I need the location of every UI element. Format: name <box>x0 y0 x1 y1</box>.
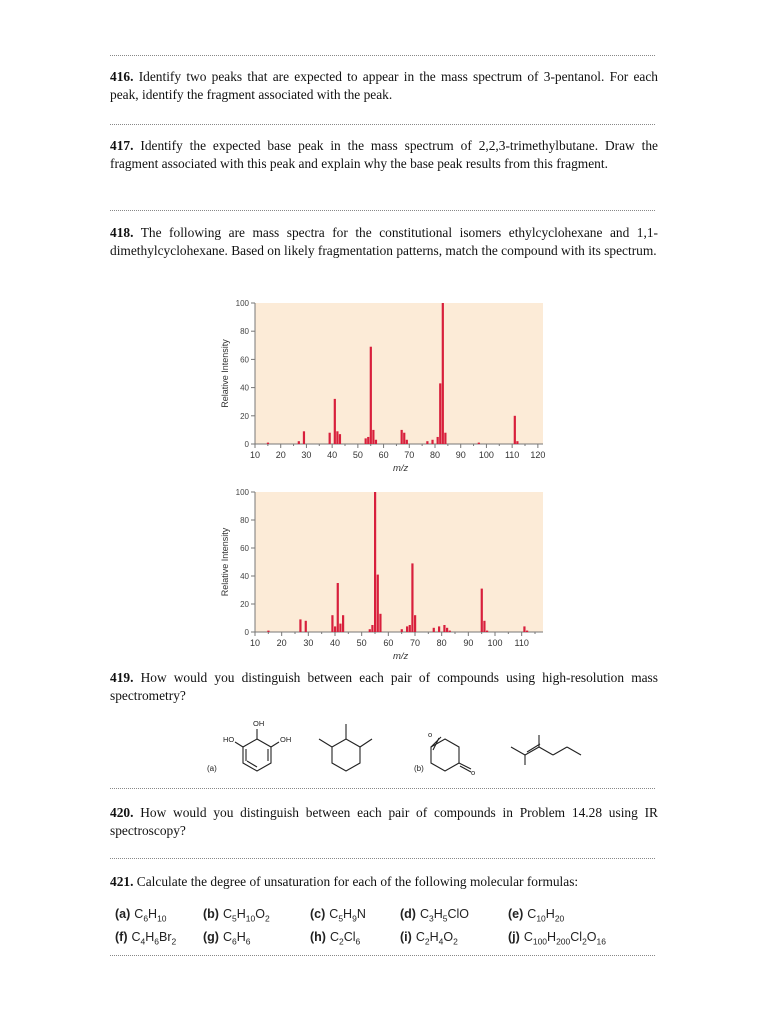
x-tick-label: 100 <box>487 638 503 648</box>
formula-subscript: 10 <box>536 913 546 924</box>
formula-element: H <box>145 930 155 944</box>
problem-number: 418. <box>110 225 134 240</box>
structures-419 <box>195 715 595 785</box>
oxygen-label: o <box>471 768 476 777</box>
problem-421 <box>110 873 658 891</box>
formula-subscript: 3 <box>429 913 434 924</box>
formula-element: Cl <box>570 930 583 944</box>
formula-subscript: 2 <box>453 936 458 947</box>
x-tick-label: 10 <box>249 638 261 648</box>
separator <box>110 55 655 56</box>
spectrum-peak-bar <box>446 628 448 632</box>
spectrum-peak-bar <box>371 625 373 632</box>
molecular-formula <box>400 907 469 924</box>
formula-element: H <box>236 907 246 921</box>
separator <box>110 788 655 789</box>
formula-element: ClO <box>447 907 470 921</box>
spectrum-peak-bar <box>267 443 269 444</box>
spectrum-peak-bar <box>514 416 516 444</box>
problem-416 <box>110 68 658 103</box>
spectrum-peak-bar <box>334 626 336 632</box>
molecular-formula <box>400 930 458 947</box>
formula-element: C <box>222 907 232 921</box>
spectrum-peak-bar <box>329 433 331 444</box>
y-tick-label: 40 <box>240 383 249 393</box>
problem-text: Identify the expected base peak in the mass spectrum of 2,2,3-trimethylbutane. Draw the fragment associated with this peak and explain why the base peak results from this fragment. <box>110 138 658 171</box>
separator <box>110 955 655 956</box>
formula-element: C <box>329 907 339 921</box>
y-axis-label: Relative Intensity <box>220 339 230 408</box>
alkene-structure <box>511 735 581 765</box>
formula-element: O <box>443 930 454 944</box>
spectrum-peak-bar <box>401 629 403 632</box>
separator <box>110 858 655 859</box>
y-tick-label: 0 <box>244 628 249 637</box>
spectrum-peak-bar <box>431 440 433 444</box>
spectrum-peak-bar <box>481 589 483 632</box>
spectrum-peak-bar <box>267 631 269 632</box>
spectrum-peak-bar <box>339 624 341 632</box>
spectrum-peak-bar <box>406 626 408 632</box>
formula-label: (g) <box>203 930 219 944</box>
formula-element: Br <box>159 930 172 944</box>
formula-subscript: 10 <box>245 913 256 924</box>
x-tick-label: 10 <box>249 450 261 460</box>
problem-419 <box>110 669 658 704</box>
spectrum-peak-bar <box>403 433 405 444</box>
y-tick-label: 20 <box>240 600 249 609</box>
formula-subscript: 6 <box>154 936 160 947</box>
spectrum-peak-bar <box>379 614 381 632</box>
x-tick-label: 40 <box>327 450 338 460</box>
spectrum-peak-bar <box>523 626 525 632</box>
y-tick-label: 80 <box>240 327 249 337</box>
formula-element: C <box>419 907 429 921</box>
molecular-formula <box>508 930 606 947</box>
formula-subscript: 5 <box>338 913 344 924</box>
spectrum-peak-bar <box>442 303 444 444</box>
formula-label: (c) <box>310 907 326 921</box>
problem-number: 417. <box>110 138 134 153</box>
formula-subscript: 6 <box>143 913 149 924</box>
spectrum-peak-bar <box>439 383 441 444</box>
mass-spectrum-chart-1 <box>210 293 555 493</box>
spectrum-peak-bar <box>342 615 344 632</box>
spectrum-peak-bar <box>336 431 338 444</box>
formula-subscript: 5 <box>442 913 448 924</box>
x-tick-label: 110 <box>504 450 520 460</box>
problem-text: How would you distinguish between each pair of compounds in Problem 14.28 using IR spectroscopy? <box>110 805 658 838</box>
formula-element: N <box>356 907 366 921</box>
formula-label: (a) <box>115 907 131 921</box>
formula-element: H <box>148 907 158 921</box>
formula-subscript: 16 <box>596 936 606 947</box>
formula-subscript: 5 <box>232 913 237 924</box>
spectrum-peak-bar <box>486 631 488 632</box>
x-tick-label: 90 <box>463 638 474 648</box>
spectrum-peak-bar <box>369 629 371 632</box>
formula-element: O <box>255 907 265 921</box>
x-tick-label: 30 <box>303 638 314 648</box>
y-tick-label: 40 <box>240 572 249 581</box>
spectrum-peak-bar <box>367 437 369 444</box>
y-tick-label: 20 <box>240 411 249 421</box>
problem-number: 419. <box>110 670 134 685</box>
x-tick-label: 20 <box>275 450 286 460</box>
oxygen-label: o <box>428 730 433 739</box>
problem-text: Calculate the degree of unsaturation for each of the following molecular formulas: <box>136 874 579 889</box>
problem-418 <box>110 224 658 259</box>
x-tick-label: 110 <box>514 638 529 648</box>
formula-subscript: 10 <box>157 913 167 924</box>
x-tick-label: 90 <box>455 450 466 460</box>
spectrum-peak-bar <box>483 621 485 632</box>
problem-text: Identify two peaks that are expected to appear in the mass spectrum of 3-pentanol. For each peak, identify the fragment associated with the peak. <box>110 69 658 102</box>
spectrum-peak-bar <box>443 625 445 632</box>
y-tick-label: 100 <box>235 299 249 308</box>
formula-subscript: 200 <box>556 936 571 947</box>
formula-element: H <box>343 907 353 921</box>
y-tick-label: 100 <box>235 488 249 497</box>
problem-420 <box>110 804 658 839</box>
x-axis-label: m/z <box>393 463 409 474</box>
oh-top-label: OH <box>253 719 265 728</box>
oh-right-label: OH <box>280 735 292 744</box>
spectrum-peak-bar <box>437 437 439 444</box>
spectrum-peak-bar <box>372 430 374 444</box>
molecular-formula <box>115 907 167 924</box>
spectrum-peak-bar <box>303 431 305 444</box>
dimethylcyclohexane-structure <box>319 724 372 771</box>
x-tick-label: 100 <box>478 450 494 460</box>
formula-element: C <box>329 930 339 944</box>
y-tick-label: 0 <box>244 440 249 449</box>
formula-element: H <box>433 907 443 921</box>
formula-subscript: 4 <box>438 936 444 947</box>
formula-element: H <box>429 930 439 944</box>
y-tick-label: 60 <box>240 544 249 553</box>
plot-area <box>255 492 543 632</box>
formula-subscript: 9 <box>352 913 357 924</box>
problem-number: 416. <box>110 69 134 84</box>
x-tick-label: 60 <box>378 450 389 460</box>
spectrum-peak-bar <box>449 631 451 632</box>
separator <box>110 124 655 125</box>
x-tick-label: 50 <box>352 450 363 460</box>
formula-element: C <box>523 930 533 944</box>
molecular-formula <box>203 930 251 947</box>
spectrum-peak-bar <box>365 438 367 444</box>
formula-subscript: 2 <box>582 936 587 947</box>
spectrum-peak-bar <box>444 433 446 444</box>
formula-element: C <box>527 907 537 921</box>
spectrum-peak-bar <box>411 563 413 632</box>
formula-element: Cl <box>343 930 356 944</box>
x-tick-label: 70 <box>409 638 421 648</box>
formula-label: (h) <box>310 930 326 944</box>
spectrum-peak-bar <box>370 347 372 444</box>
problem-417 <box>110 137 658 172</box>
spectrum-peak-bar <box>409 625 411 632</box>
formula-element: H <box>547 930 557 944</box>
formula-subscript: 100 <box>532 936 548 947</box>
problem-text: How would you distinguish between each pair of compounds using high-resolution mass spectrometry? <box>110 670 658 703</box>
spectrum-peak-bar <box>516 441 518 444</box>
formula-element: C <box>134 907 144 921</box>
formula-label: (d) <box>400 907 416 921</box>
problem-text: The following are mass spectra for the constitutional isomers ethylcyclohexane and 1,1-dimethylcyclohexane. Based on likely fragmentation patterns, match the compound with its spectrum. <box>110 225 658 258</box>
x-tick-label: 120 <box>530 450 546 460</box>
spectrum-peak-bar <box>433 628 435 632</box>
x-tick-label: 80 <box>436 638 447 648</box>
formula-element: C <box>131 930 141 944</box>
molecular-formula <box>508 907 564 924</box>
formula-label: (e) <box>508 907 524 921</box>
spectrum-peak-bar <box>374 492 376 632</box>
formula-subscript: 6 <box>245 936 251 947</box>
separator <box>110 210 655 211</box>
spectrum-peak-bar <box>375 440 377 444</box>
molecular-formula <box>115 930 176 947</box>
spectrum-peak-bar <box>377 575 379 632</box>
formula-element: O <box>586 930 597 944</box>
problem-number: 421. <box>110 874 134 889</box>
spectrum-peak-bar <box>337 583 339 632</box>
formula-label: (j) <box>508 930 520 944</box>
molecular-formula <box>310 907 366 924</box>
oh-left-label: HO <box>223 735 235 744</box>
formula-subscript: 2 <box>264 913 270 924</box>
spectrum-peak-bar <box>426 441 428 444</box>
spectrum-peak-bar <box>406 440 408 444</box>
formula-label: (i) <box>400 930 412 944</box>
formula-label: (f) <box>115 930 128 944</box>
x-tick-label: 30 <box>301 450 312 460</box>
formula-element: H <box>545 907 555 921</box>
molecular-formula <box>203 907 270 924</box>
x-axis-label: m/z <box>393 651 409 662</box>
formula-subscript: 6 <box>232 936 237 947</box>
formula-subscript: 4 <box>140 936 146 947</box>
spectrum-peak-bar <box>414 615 416 632</box>
x-tick-label: 60 <box>383 638 394 648</box>
pyrogallol-structure <box>235 729 279 771</box>
spectrum-peak-bar <box>334 399 336 444</box>
spectrum-peak-bar <box>401 430 403 444</box>
x-tick-label: 70 <box>404 450 415 460</box>
problem-number: 420. <box>110 805 134 820</box>
x-tick-label: 20 <box>276 638 287 648</box>
x-tick-label: 40 <box>329 638 341 648</box>
formula-subscript: 2 <box>339 936 344 947</box>
formula-subscript: 2 <box>424 936 430 947</box>
formula-element: C <box>415 930 425 944</box>
x-tick-label: 50 <box>356 638 367 648</box>
formula-element: C <box>222 930 232 944</box>
label-b: (b) <box>414 764 424 773</box>
y-tick-label: 80 <box>240 516 249 525</box>
mass-spectrum-chart-2 <box>210 483 555 668</box>
spectrum-peak-bar <box>339 434 341 444</box>
spectrum-peak-bar <box>526 631 528 632</box>
spectrum-peak-bar <box>478 443 480 444</box>
spectrum-peak-bar <box>438 626 440 632</box>
formula-label: (b) <box>203 907 219 921</box>
spectrum-peak-bar <box>298 441 300 444</box>
molecular-formula <box>310 930 360 947</box>
y-tick-label: 60 <box>240 355 249 365</box>
spectrum-peak-bar <box>305 621 307 632</box>
x-tick-label: 80 <box>429 450 441 460</box>
formula-subscript: 2 <box>171 936 177 947</box>
formula-subscript: 6 <box>355 936 361 947</box>
y-axis-label: Relative Intensity <box>220 527 230 597</box>
formula-element: H <box>236 930 246 944</box>
cyclohexanedione-structure <box>431 737 471 772</box>
spectrum-peak-bar <box>299 619 301 632</box>
spectrum-peak-bar <box>331 615 333 632</box>
plot-area <box>255 303 543 444</box>
label-a: (a) <box>207 764 217 773</box>
formula-subscript: 20 <box>554 913 565 924</box>
